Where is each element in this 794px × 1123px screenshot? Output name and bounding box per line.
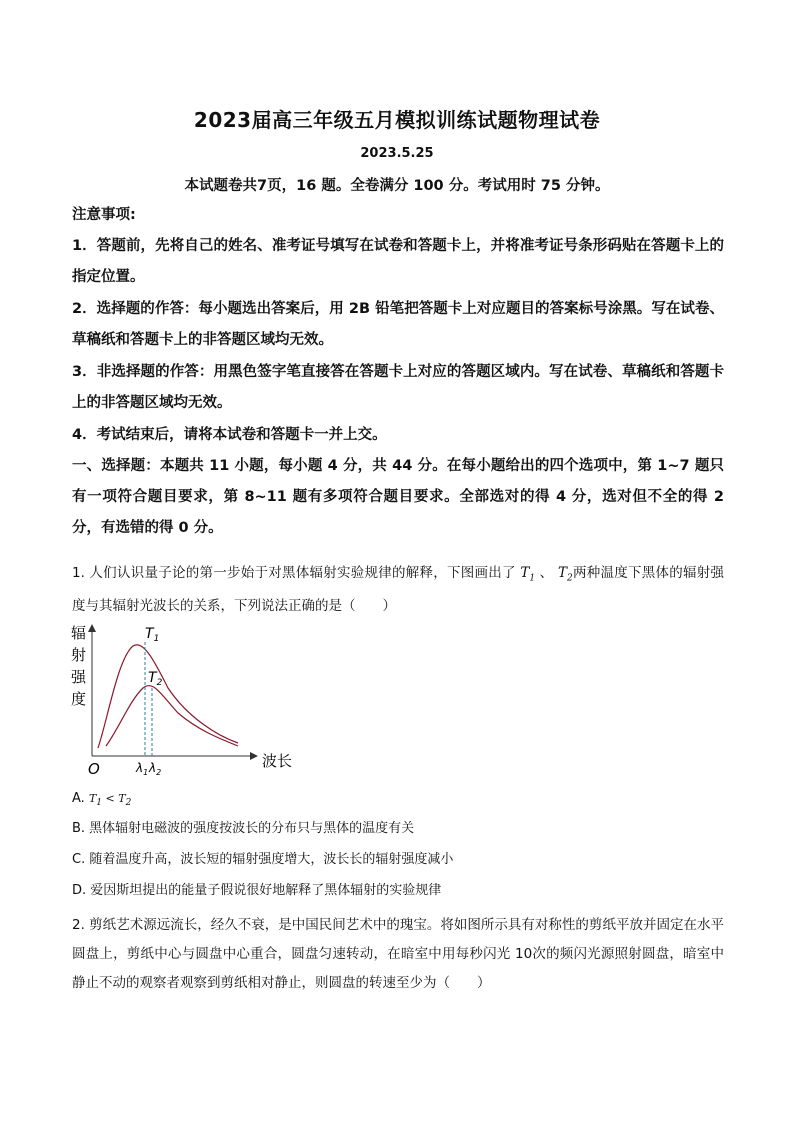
blackbody-radiation-graph — [68, 618, 298, 780]
curve-t1-label: $T_1$ — [145, 626, 160, 644]
note-item: 4．考试结束后，请将本试卷和答题卡一并上交。 — [72, 427, 387, 443]
note-item: 2．选择题的作答：每小题选出答案后，用 2B 铅笔把答题卡上对应题目的答案标号涂黑。写在试卷、草稿纸和答题卡上的非答题区域均无效。 — [72, 301, 724, 348]
q1-option-b: B. 黑体辐射电磁波的强度按波长的分布只与黑体的温度有关 — [72, 821, 415, 836]
lambda2-label: $\lambda_2$ — [149, 761, 162, 777]
curve-t1 — [98, 645, 238, 748]
origin-label: O — [88, 760, 100, 778]
notes-heading: 注意事项: — [72, 207, 136, 223]
t2-symbol: $T_2$ — [557, 565, 573, 584]
lambda1-label: $\lambda_1$ — [136, 761, 149, 777]
curve-t2-label: $T_2$ — [148, 670, 163, 688]
q1-separator: 、 — [539, 565, 554, 581]
note-item: 1．答题前，先将自己的姓名、准考证号填写在试卷和答题卡上，并将准考证号条形码贴在答题卡上的指定位置。 — [72, 238, 724, 285]
q1-stem-part-b: 两种温度下黑体的辐射强度与其辐射光波长的关系，下列说法正确的是（ ） — [72, 565, 725, 614]
t1-symbol: $T_1$ — [520, 565, 536, 584]
y-axis-label-char: 强 — [71, 668, 87, 686]
q1-option-a: A. $T_1 < T_2$ — [72, 791, 132, 809]
exam-intro: 本试题卷共7页，16 题。全卷满分 100 分。考试用时 75 分钟。 — [184, 178, 610, 194]
y-axis-label-char: 度 — [71, 690, 87, 708]
x-axis-label: 波长 — [262, 752, 293, 770]
note-item: 3．非选择题的作答：用黑色签字笔直接答在答题卡上对应的答题区域内。写在试卷、草稿纸和答题卡上的非答题区域均无效。 — [72, 364, 724, 411]
exam-date: 2023.5.25 — [360, 146, 434, 161]
q1-stem-part-a: 1. 人们认识量子论的第一步始于对黑体辐射实验规律的解释，下图画出了 — [72, 565, 516, 581]
q1-option-d: D. 爱因斯坦提出的能量子假说很好地解释了黑体辐射的实验规律 — [72, 883, 442, 898]
y-axis-label-char: 射 — [71, 646, 87, 664]
question-2-stem: 2. 剪纸艺术源远流长，经久不衰，是中国民间艺术中的瑰宝。将如图所示具有对称性的剪纸平放并固定在水平圆盘上，剪纸中心与圆盘中心重合，圆盘匀速转动，在暗室中用每秒闪光 10次的频闪光源照射圆盘，暗室中静止不动的观察者观察到剪纸相对静止，则圆盘的转速至少为（ ） — [72, 917, 724, 991]
y-axis-label-char: 辐 — [71, 624, 87, 642]
question-1-stem — [72, 560, 724, 620]
section-instructions: 一、选择题：本题共 11 小题，每小题 4 分，共 44 分。在每小题给出的四个选项中，第 1~7 题只有一项符合题目要求，第 8~11 题有多项符合题目要求。全部选对的得 4 分，选对但不全的得 2 分，有选错的得 0 分。 — [72, 458, 724, 536]
q1-option-c: C. 随着温度升高，波长短的辐射强度增大，波长长的辐射强度减小 — [72, 852, 454, 867]
page-title: 2023届高三年级五月模拟训练试题物理试卷 — [193, 108, 601, 132]
